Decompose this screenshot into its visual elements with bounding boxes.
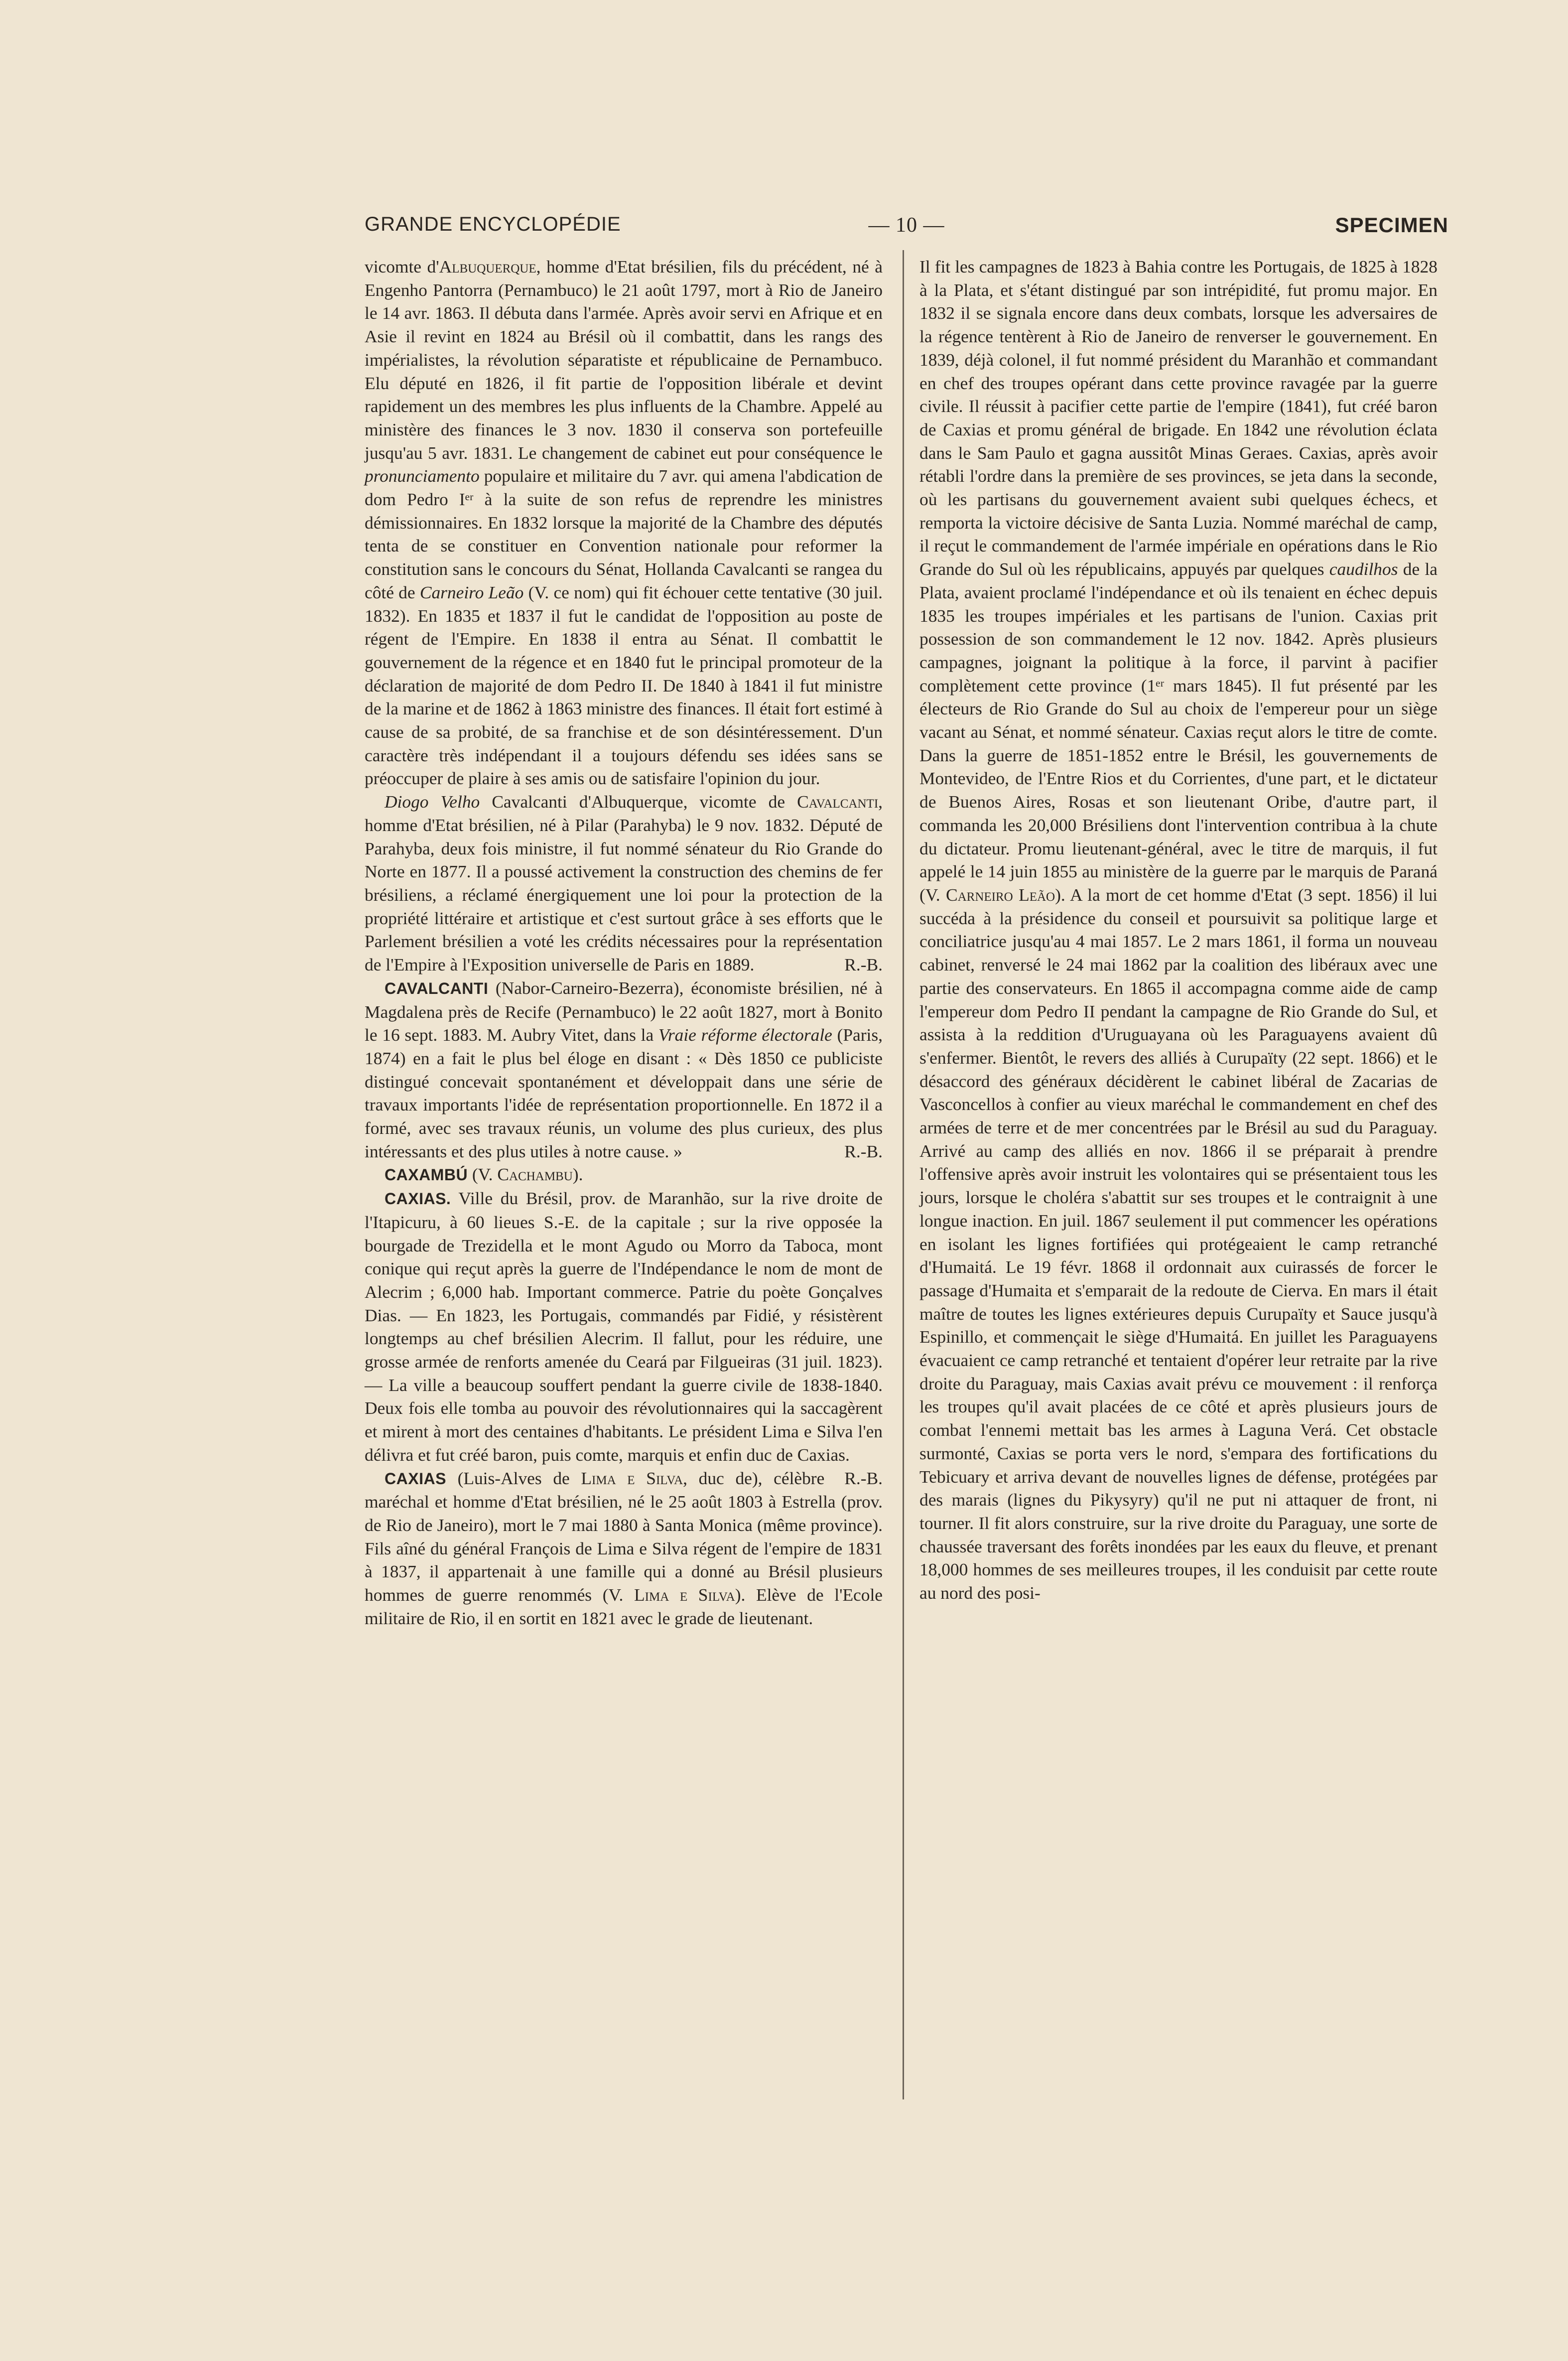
entry-headword: CAVALCANTI — [385, 979, 489, 997]
author-signature: R.-B. — [844, 955, 883, 975]
entry-caxambu: CAXAMBÚ (V. Cachambu). — [385, 1164, 583, 1185]
running-header — [365, 213, 1448, 243]
entry-diogo-velho: Diogo Velho Cavalcanti d'Albuquerque, vicomte de Cavalcanti, homme d'Etat brésilien, né à Pilar (Parahyba) le 9 nov. 1832. Député de Parahyba, deux fois ministre, il fut nommé sénateur du Rio Grande do Norte en 1877. Il a poussé activement la construction des chemins de fer brésiliens, a réclamé énergiquement une loi pour la protection de la propriété littéraire et artistique et c'est surtout grâce à ses efforts que le Parlement brésilien a voté les crédits nécessaires pour la représentation de l'Empire à l'Exposition universelle de Paris en 1889. R.-B. — [365, 790, 883, 976]
right-column — [919, 255, 1437, 1605]
column-divider — [903, 250, 904, 2099]
left-column — [365, 255, 883, 1630]
entry-headword: CAXIAS. — [385, 1190, 451, 1208]
entry-albuquerque-continued: vicomte d'Albuquerque, homme d'Etat brésilien, fils du précédent, né à Engenho Pantorra (Pernambuco) le 21 août 1797, mort à Rio de Janeiro le 14 avr. 1863. Il débuta dans l'armée. Après avoir servi en Afrique et en Asie il revint en 1824 au Brésil où il combattit, dans les rangs des impérialistes, la révolution séparatiste et républicaine de Pernambuco. Elu député en 1826, il fit partie de l'opposition libérale et devint rapidement un des membres les plus influents de la Chambre. Appelé au ministère des finances le 3 nov. 1830 il conserva son portefeuille jusqu'au 5 avr. 1831. Le changement de cabinet eut pour conséquence le pronunciamento populaire et militaire du 7 avr. qui amena l'abdication de dom Pedro Iᵉʳ à la suite de son refus de reprendre les ministres démissionnaires. En 1832 lorsque la majorité de la Chambre des députés tenta de se constituer en Convention nationale pour reformer la constitution sans le concours du Sénat, Hollanda Cavalcanti se rangea du côté de Carneiro Leão (V. ce nom) qui fit échouer cette tentative (30 juil. 1832). En 1835 et 1837 il fut le candidat de l'opposition au poste de régent de l'Empire. En 1838 il entra au Sénat. Il combattit le gouvernement de la régence et en 1840 fut le principal promoteur de la déclaration de majorité de dom Pedro II. De 1840 à 1841 il fut ministre de la marine et de 1862 à 1863 ministre des finances. Il était fort estimé à cause de sa probité, de sa franchise et de son désintéressement. D'un caractère très indépendant il a toujours défendu ses idées sans se préoccuper de plaire à ses amis ou de satisfaire l'opinion du jour. — [365, 257, 883, 789]
author-signature: R.-B. — [844, 1141, 883, 1161]
entry-caxias-duc: CAXIAS (Luis-Alves de Lima e Silva, duc de), célèbre maréchal et homme d'Etat brésilien, né le 25 août 1803 à Estrella (prov. de Rio de Janeiro), mort le 7 mai 1880 à Santa Monica (même province). Fils aîné du général François de Lima e Silva régent de l'empire de 1831 à 1837, il appartenait à une famille qui a donné au Brésil plusieurs hommes de guerre renommés (V. Lima e Silva). Elève de l'Ecole militaire de Rio, il en sortit en 1821 avec le grade de lieutenant. — [365, 1468, 883, 1628]
entry-cavalcanti: CAVALCANTI (Nabor-Carneiro-Bezerra), économiste brésilien, né à Magdalena près de Recife (Pernambuco) le 22 août 1827, mort à Bonito le 16 sept. 1883. M. Aubry Vitet, dans la Vraie réforme électorale (Paris, 1874) en a fait le plus bel éloge en disant : « Dès 1850 ce publiciste distingué concevait spontanément et développait dans une série de travaux importants l'idée de représentation proportionnelle. En 1872 il a formé, avec ses travaux réunis, un volume des plus curieux, des plus intéressants et des plus utiles à notre cause. » R.-B. — [365, 976, 883, 1163]
header-title: GRANDE ENCYCLOPÉDIE — [365, 213, 621, 235]
page-number: — 10 — — [868, 214, 945, 237]
entry-caxias-duc-continued: Il fit les campagnes de 1823 à Bahia contre les Portugais, de 1825 à 1828 à la Plata, et s'étant distingué par son intrépidité, fut promu major. En 1832 il se signala encore dans deux combats, lorsque les adversaires de la régence tentèrent à Rio de Janeiro de renverser le gouvernement. En 1839, déjà colonel, il fut nommé président du Maranhão et commandant en chef des troupes opérant dans cette province ravagée par la guerre civile. Il réussit à pacifier cette partie de l'empire (1841), fut créé baron de Caxias et promu général de brigade. En 1842 une révolution éclata dans le Sam Paulo et gagna aussitôt Minas Geraes. Caxias, après avoir rétabli l'ordre dans la première de ses provinces, se jeta dans la seconde, où les partisans du gouvernement avaient subi quelques échecs, et remporta la victoire décisive de Santa Luzia. Nommé maréchal de camp, il reçut le commandement de l'armée impériale en opérations dans le Rio Grande do Sul où les républicains, appuyés par quelques caudilhos de la Plata, avaient proclamé l'indépendance et où ils tenaient en échec depuis 1835 les troupes impériales et les partisans de l'union. Caxias prit possession de son commandement le 12 nov. 1842. Après plusieurs campagnes, joignant la politique à la force, il parvint à pacifier complètement cette province (1ᵉʳ mars 1845). Il fut présenté par les électeurs de Rio Grande do Sul au choix de l'empereur pour un siège vacant au Sénat, et nommé sénateur. Caxias reçut alors le titre de comte. Dans la guerre de 1851-1852 entre le Brésil, les gouvernements de Montevideo, de l'Entre Rios et du Corrientes, d'une part, et le dictateur de Buenos Aires, Rosas et son lieutenant Oribe, d'autre part, il commanda les 20,000 Brésiliens dont l'intervention contribua à la chute du dictateur. Promu lieutenant-général, avec le titre de marquis, il fut appelé le 14 juin 1855 au ministère de la guerre par le marquis de Paraná (V. Carneiro Leão). A la mort de cet homme d'Etat (3 sept. 1856) il lui succéda à la présidence du conseil et poursuivit sa politique large et conciliatrice jusqu'au 4 mai 1857. Le 2 mars 1861, il forma un nouveau cabinet, renversé le 24 mai 1862 par la coalition des libéraux avec une partie des conservateurs. En 1865 il accompagna comme aide de camp l'empereur dom Pedro II pendant la campagne de Rio Grande do Sul, et assista à la reddition d'Uruguayana où les Paraguayens avaient dû s'enfermer. Bientôt, le revers des alliés à Curupaïty (22 sept. 1866) et le désaccord des généraux décidèrent le cabinet libéral de Zacarias de Vasconcellos à confier au vieux maréchal le commandement en chef des armées de terre et de mer concentrées par le Brésil au sud du Paraguay. Arrivé au camp des alliés en nov. 1866 il se préparait à prendre l'offensive après avoir instruit les volontaires qui se présentaient tous les jours, lorsque le choléra s'abattit sur ses troupes et le contraignit à une longue inaction. En juil. 1867 seulement il put commencer les opérations en isolant les lignes fortifiées qui protégeaient le camp retranché d'Humaitá. Le 19 févr. 1868 il ordonnait aux cuirassés de forcer le passage d'Humaita et s'emparait de la redoute de Cierva. En mars il était maître de toutes les lignes extérieures depuis Curupaïty et Sauce jusqu'à Espinillo, et commençait le siège d'Humaitá. En juillet les Paraguayens évacuaient ce camp retranché et tentaient d'opérer leur retraite par la rive droite du Paraguay, mais Caxias avait prévu ce mouvement : il renforça les troupes qu'il avait placées de ce côté et après plusieurs jours de combat l'ennemi mettait bas les armes à Laguna Verá. Cet obstacle surmonté, Caxias se porta vers le nord, s'empara des fortifications du Tebicuary et arriva devant de nouvelles lignes de défense, protégées par des marais (lignes du Pikysyry) qu'il ne put ni attaquer de front, ni tourner. Il fit alors construire, sur la rive droite du Paraguay, une sorte de chaussée traversant des forêts inondées par les eaux du fleuve, et prenant 18,000 hommes de ses meilleures troupes, il les conduisit par cette route au nord des posi- — [919, 257, 1437, 1603]
entry-caxias-ville: CAXIAS. Ville du Brésil, prov. de Maranhão, sur la rive droite de l'Itapicuru, à 60 lieues S.-E. de la capitale ; sur la rive opposée la bourgade de Trezidella et le mont Agudo ou Morro da Taboca, mont conique qui reçut après la guerre de l'Indépendance le nom de mont de Alecrim ; 6,000 hab. Important commerce. Patrie du poète Gonçalves Dias. — En 1823, les Portugais, commandés par Fidié, y résistèrent longtemps au chef brésilien Alecrim. Il fallut, pour les réduire, une grosse armée de renforts amenée du Ceará par Filgueiras (31 juil. 1823). — La ville a beaucoup souffert pendant la guerre civile de 1838-1840. Deux fois elle tomba au pouvoir des révolutionnaires qui la saccagèrent et mirent à mort des centaines d'habitants. Le président Lima e Silva l'en délivra et fut créé baron, puis comte, marquis et enfin duc de Caxias. R.-B. — [365, 1187, 883, 1466]
entry-headword: CAXIAS — [385, 1469, 446, 1488]
author-signature: R.-B. — [844, 1468, 883, 1488]
header-specimen: SPECIMEN — [1335, 213, 1448, 237]
entry-headword: CAXAMBÚ — [385, 1166, 468, 1184]
